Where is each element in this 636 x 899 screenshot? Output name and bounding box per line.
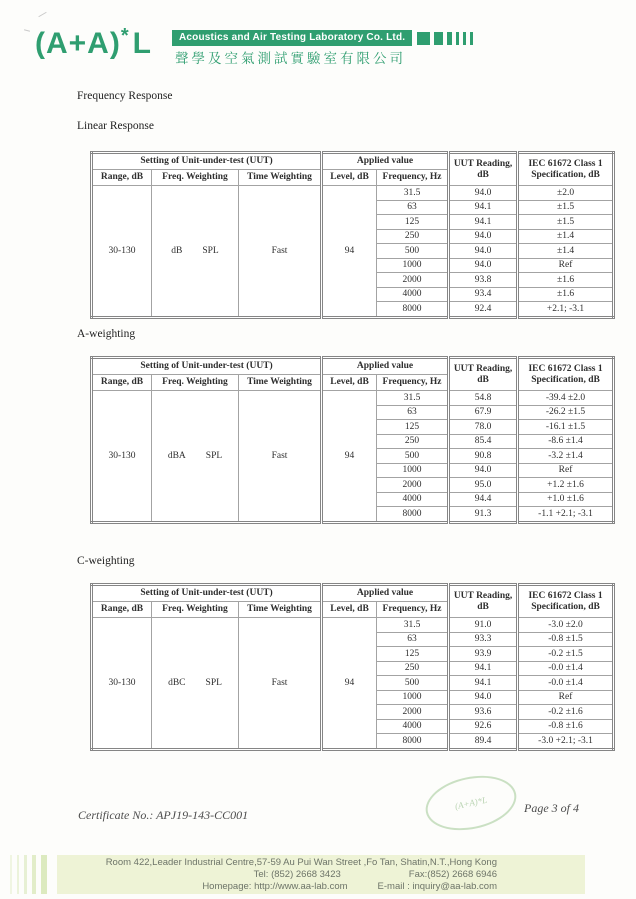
table-header-row <box>92 358 614 375</box>
logo-paren: (A+A) <box>35 27 121 60</box>
level-header: Level, dB <box>322 375 377 391</box>
frequency-cell: 2000 <box>377 478 449 493</box>
green-bar <box>17 855 19 894</box>
reading-cell: 89.4 <box>449 734 518 750</box>
uut-group-header: Setting of Unit-under-test (UUT) <box>92 153 322 170</box>
spec-cell: ±2.0 <box>518 186 614 201</box>
level-cell: 94 <box>322 618 377 750</box>
spec-cell: -1.1 +2.1; -3.1 <box>518 507 614 523</box>
reading-cell: 94.0 <box>449 258 518 273</box>
spec-cell: -0.2 ±1.5 <box>518 647 614 662</box>
iec-spec-header: IEC 61672 Class 1 Specification, dB <box>518 585 614 618</box>
time-weighting-cell: Fast <box>239 186 322 318</box>
spec-cell: Ref <box>518 463 614 478</box>
level-header: Level, dB <box>322 602 377 618</box>
scan-artifact <box>38 12 46 17</box>
reading-cell: 94.0 <box>449 244 518 259</box>
green-bar <box>434 32 443 45</box>
frequency-cell: 31.5 <box>377 186 449 201</box>
spec-cell: -8.6 ±1.4 <box>518 434 614 449</box>
frequency-cell: 8000 <box>377 302 449 318</box>
reading-cell: 94.1 <box>449 676 518 691</box>
freq-weighting-cell: dBA SPL <box>152 391 239 523</box>
time-weighting-header: Time Weighting <box>239 602 322 618</box>
linear-response-table <box>90 151 615 319</box>
frequency-cell: 63 <box>377 632 449 647</box>
spec-cell: Ref <box>518 258 614 273</box>
green-bar <box>32 855 36 894</box>
frequency-cell: 500 <box>377 676 449 691</box>
green-bar <box>470 32 473 45</box>
page-number: Page 3 of 4 <box>524 801 579 815</box>
frequency-cell: 125 <box>377 215 449 230</box>
reading-cell: 93.8 <box>449 273 518 288</box>
footer-homepage: Homepage: http://www.aa-lab.com <box>202 881 348 893</box>
spec-cell: -0.8 ±1.6 <box>518 719 614 734</box>
spec-cell: -39.4 ±2.0 <box>518 391 614 406</box>
uut-reading-header: UUT Reading, dB <box>449 358 518 391</box>
reading-cell: 92.4 <box>449 302 518 318</box>
green-bar <box>24 855 27 894</box>
freq-weighting-header: Freq. Weighting <box>152 602 239 618</box>
reading-cell: 90.8 <box>449 449 518 464</box>
frequency-cell: 31.5 <box>377 618 449 633</box>
certificate-number: Certificate No.: APJ19-143-CC001 <box>78 808 249 822</box>
frequency-header: Frequency, Hz <box>377 170 449 186</box>
frequency-cell: 4000 <box>377 287 449 302</box>
frequency-cell: 125 <box>377 647 449 662</box>
frequency-cell: 63 <box>377 200 449 215</box>
reading-cell: 93.4 <box>449 287 518 302</box>
footer-address-band <box>57 855 585 894</box>
range-header: Range, dB <box>92 375 152 391</box>
uut-reading-header: UUT Reading, dB <box>449 153 518 186</box>
spec-cell: -0.8 ±1.5 <box>518 632 614 647</box>
scan-artifact <box>24 29 30 32</box>
reading-cell: 54.8 <box>449 391 518 406</box>
reading-cell: 91.3 <box>449 507 518 523</box>
c-weighting-table <box>90 583 615 751</box>
spec-cell: -0.2 ±1.6 <box>518 705 614 720</box>
reading-cell: 91.0 <box>449 618 518 633</box>
spec-cell: ±1.4 <box>518 244 614 259</box>
company-logo <box>35 26 152 59</box>
green-bar <box>41 855 47 894</box>
footer-stripes <box>10 855 52 894</box>
frequency-header: Frequency, Hz <box>377 602 449 618</box>
time-weighting-cell: Fast <box>239 618 322 750</box>
reading-cell: 94.0 <box>449 463 518 478</box>
green-bar <box>463 32 466 45</box>
frequency-cell: 125 <box>377 420 449 435</box>
spec-cell: Ref <box>518 690 614 705</box>
reading-cell: 94.4 <box>449 492 518 507</box>
frequency-cell: 1000 <box>377 258 449 273</box>
applied-value-header: Applied value <box>322 358 449 375</box>
brand-band-row <box>172 30 477 46</box>
logo-l: L <box>132 27 152 60</box>
range-cell: 30-130 <box>92 186 152 318</box>
spec-cell: -3.0 +2.1; -3.1 <box>518 734 614 750</box>
green-bar <box>447 32 452 45</box>
spec-cell: +1.2 ±1.6 <box>518 478 614 493</box>
spec-cell: ±1.6 <box>518 287 614 302</box>
time-weighting-cell: Fast <box>239 391 322 523</box>
frequency-cell: 1000 <box>377 690 449 705</box>
frequency-cell: 31.5 <box>377 391 449 406</box>
frequency-cell: 1000 <box>377 463 449 478</box>
iec-spec-header: IEC 61672 Class 1 Specification, dB <box>518 153 614 186</box>
spec-cell: -26.2 ±1.5 <box>518 405 614 420</box>
spec-cell: -3.2 ±1.4 <box>518 449 614 464</box>
frequency-cell: 8000 <box>377 734 449 750</box>
reading-cell: 94.1 <box>449 661 518 676</box>
reading-cell: 93.9 <box>449 647 518 662</box>
range-header: Range, dB <box>92 602 152 618</box>
freq-weighting-header: Freq. Weighting <box>152 375 239 391</box>
frequency-cell: 4000 <box>377 719 449 734</box>
reading-cell: 94.1 <box>449 215 518 230</box>
reading-cell: 95.0 <box>449 478 518 493</box>
frequency-cell: 250 <box>377 229 449 244</box>
reading-cell: 94.0 <box>449 229 518 244</box>
freq-weighting-header: Freq. Weighting <box>152 170 239 186</box>
reading-cell: 85.4 <box>449 434 518 449</box>
range-cell: 30-130 <box>92 618 152 750</box>
freq-weighting-cell: dB SPL <box>152 186 239 318</box>
green-bar <box>417 32 430 45</box>
table-header-row <box>92 585 614 602</box>
frequency-cell: 63 <box>377 405 449 420</box>
green-bar <box>456 32 459 45</box>
uut-group-header: Setting of Unit-under-test (UUT) <box>92 358 322 375</box>
reading-cell: 93.3 <box>449 632 518 647</box>
spec-cell: ±1.4 <box>518 229 614 244</box>
logo-star: * <box>120 25 130 47</box>
spec-cell: -3.0 ±2.0 <box>518 618 614 633</box>
table-header-row <box>92 153 614 170</box>
spec-cell: -16.1 ±1.5 <box>518 420 614 435</box>
reading-cell: 94.0 <box>449 690 518 705</box>
frequency-cell: 4000 <box>377 492 449 507</box>
spec-cell: ±1.5 <box>518 200 614 215</box>
range-cell: 30-130 <box>92 391 152 523</box>
reading-cell: 94.1 <box>449 200 518 215</box>
frequency-cell: 250 <box>377 661 449 676</box>
section-title-linear-response: Linear Response <box>77 120 154 132</box>
spec-cell: -0.0 ±1.4 <box>518 676 614 691</box>
time-weighting-header: Time Weighting <box>239 170 322 186</box>
uut-reading-header: UUT Reading, dB <box>449 585 518 618</box>
company-name-banner: Acoustics and Air Testing Laboratory Co. Ltd. <box>172 30 412 46</box>
footer-address: Room 422,Leader Industrial Centre,57-59 Au Pui Wan Street ,Fo Tan, Shatin,N.T.,Hong Kong <box>105 857 497 868</box>
section-title-frequency-response: Frequency Response <box>77 90 173 102</box>
table-row <box>92 618 614 633</box>
footer-tel: Tel: (852) 2668 3423 <box>253 869 341 881</box>
frequency-header: Frequency, Hz <box>377 375 449 391</box>
frequency-cell: 2000 <box>377 705 449 720</box>
spec-cell: ±1.5 <box>518 215 614 230</box>
frequency-cell: 500 <box>377 449 449 464</box>
spec-cell: +2.1; -3.1 <box>518 302 614 318</box>
uut-group-header: Setting of Unit-under-test (UUT) <box>92 585 322 602</box>
company-name-chinese: 聲學及空氣測試實驗室有限公司 <box>175 51 406 67</box>
level-cell: 94 <box>322 186 377 318</box>
table-row <box>92 186 614 201</box>
range-header: Range, dB <box>92 170 152 186</box>
level-header: Level, dB <box>322 170 377 186</box>
freq-weighting-cell: dBC SPL <box>152 618 239 750</box>
section-title-c-weighting: C-weighting <box>77 555 135 567</box>
level-cell: 94 <box>322 391 377 523</box>
footer-email: E-mail : inquiry@aa-lab.com <box>377 881 497 893</box>
section-title-a-weighting: A-weighting <box>77 328 136 340</box>
frequency-cell: 250 <box>377 434 449 449</box>
applied-value-header: Applied value <box>322 585 449 602</box>
logo-bars <box>417 32 477 45</box>
time-weighting-header: Time Weighting <box>239 375 322 391</box>
company-stamp: (A+A)*L <box>421 768 522 838</box>
reading-cell: 93.6 <box>449 705 518 720</box>
reading-cell: 92.6 <box>449 719 518 734</box>
frequency-cell: 8000 <box>377 507 449 523</box>
frequency-cell: 500 <box>377 244 449 259</box>
iec-spec-header: IEC 61672 Class 1 Specification, dB <box>518 358 614 391</box>
applied-value-header: Applied value <box>322 153 449 170</box>
frequency-cell: 2000 <box>377 273 449 288</box>
spec-cell: ±1.6 <box>518 273 614 288</box>
spec-cell: -0.0 ±1.4 <box>518 661 614 676</box>
a-weighting-table <box>90 356 615 524</box>
reading-cell: 67.9 <box>449 405 518 420</box>
green-bar <box>10 855 12 894</box>
footer-fax: Fax:(852) 2668 6946 <box>408 869 497 881</box>
table-row <box>92 391 614 406</box>
spec-cell: +1.0 ±1.6 <box>518 492 614 507</box>
reading-cell: 94.0 <box>449 186 518 201</box>
reading-cell: 78.0 <box>449 420 518 435</box>
